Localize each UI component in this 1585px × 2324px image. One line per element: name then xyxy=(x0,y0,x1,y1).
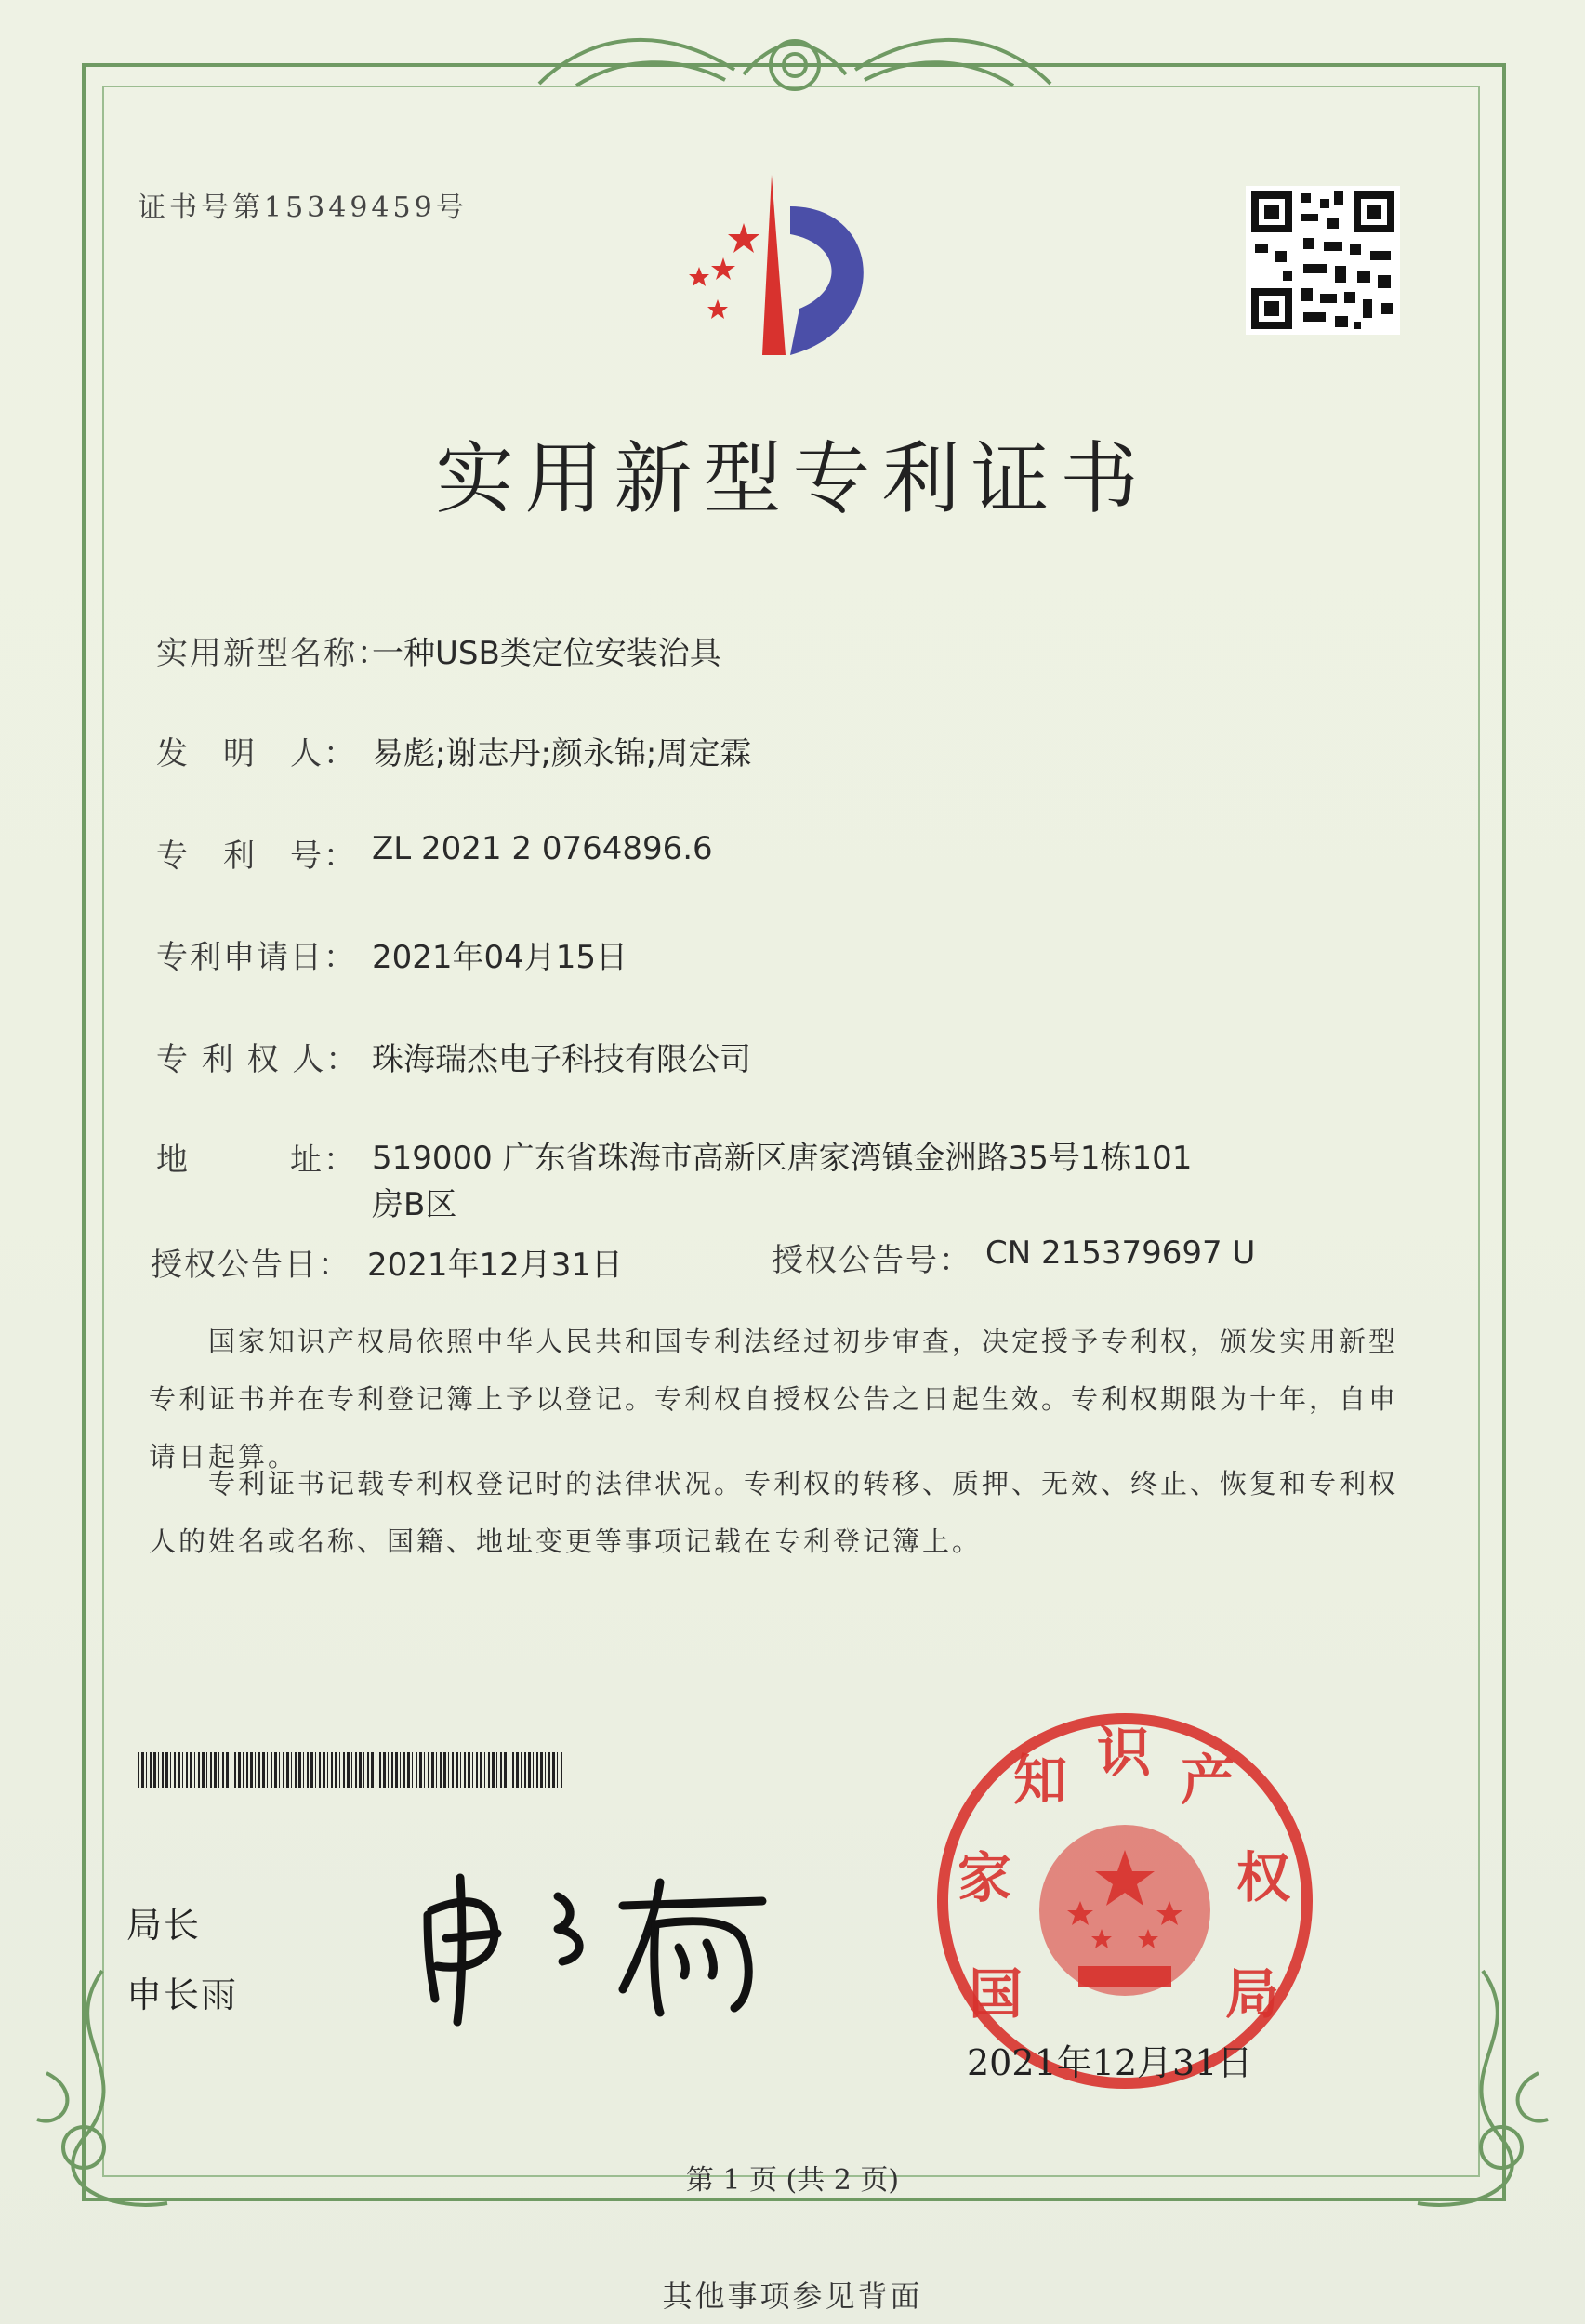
field-application-date-label: 专利申请日： xyxy=(156,939,357,976)
seal-char-7: 局 xyxy=(1225,1962,1280,2026)
grant-paragraph: 国家知识产权局依照中华人民共和国专利法经过初步审查，决定授予专利权，颁发实用新型专利证书并在专利登记簿上予以登记。专利权自授权公告之日起生效。专利权期限为十年，自申请日起算。 xyxy=(149,1326,1399,1472)
field-inventor-label: 发 明 人： xyxy=(156,735,357,772)
director-name: 申长雨 xyxy=(126,1974,239,2015)
seal-date: 2021年12月31日 xyxy=(967,2042,1253,2083)
top-ornament xyxy=(521,19,1069,102)
announcement-date-label: 授权公告日： xyxy=(151,1247,351,1284)
handwritten-signature xyxy=(409,1859,781,2027)
seal-char-3: 知 xyxy=(1013,1749,1068,1812)
certificate-serial: 证书号第15349459号 xyxy=(138,191,468,224)
field-address-value-line2: 房B区 xyxy=(372,1186,457,1223)
cnipa-logo-icon xyxy=(651,169,902,364)
field-patentee-label: 专 利 权 人： xyxy=(156,1041,360,1078)
announcement-number-value: CN 215379697 U xyxy=(985,1235,1256,1272)
back-side-note: 其他事项参见背面 xyxy=(662,2278,923,2314)
field-inventor-value: 易彪;谢志丹;颜永锦;周定霖 xyxy=(372,735,752,772)
seal-char-5: 产 xyxy=(1181,1749,1235,1812)
qr-code-icon xyxy=(1246,186,1400,335)
field-address-value: 519000 广东省珠海市高新区唐家湾镇金洲路35号1栋101 xyxy=(372,1140,1193,1177)
field-name-label: 实用新型名称： xyxy=(156,635,390,672)
field-address-label: 地 址： xyxy=(156,1142,357,1179)
certificate-title: 实用新型专利证书 xyxy=(435,433,1150,524)
legal-status-paragraph: 专利证书记载专利权登记时的法律状况。专利权的转移、质押、无效、终止、恢复和专利权人的姓名或名称、国籍、地址变更等事项记载在专利登记簿上。 xyxy=(149,1468,1399,1557)
field-name-value: 一种USB类定位安装治具 xyxy=(372,635,721,672)
barcode xyxy=(138,1752,563,1788)
director-title: 局长 xyxy=(126,1905,202,1946)
page-number: 第 1 页 (共 2 页) xyxy=(685,2164,900,2197)
seal-char-4: 识 xyxy=(1097,1721,1152,1784)
field-patentee-value: 珠海瑞杰电子科技有限公司 xyxy=(372,1041,751,1078)
seal-char-1: 国 xyxy=(969,1962,1024,2026)
announcement-number-label: 授权公告号： xyxy=(772,1242,972,1279)
announcement-date-value: 2021年12月31日 xyxy=(367,1247,624,1284)
seal-char-2: 家 xyxy=(958,1846,1012,1909)
field-application-date-value: 2021年04月15日 xyxy=(372,939,628,976)
field-patent-number-label: 专 利 号： xyxy=(156,838,357,875)
field-patent-number-value: ZL 2021 2 0764896.6 xyxy=(372,830,713,867)
seal-char-6: 权 xyxy=(1236,1846,1291,1909)
